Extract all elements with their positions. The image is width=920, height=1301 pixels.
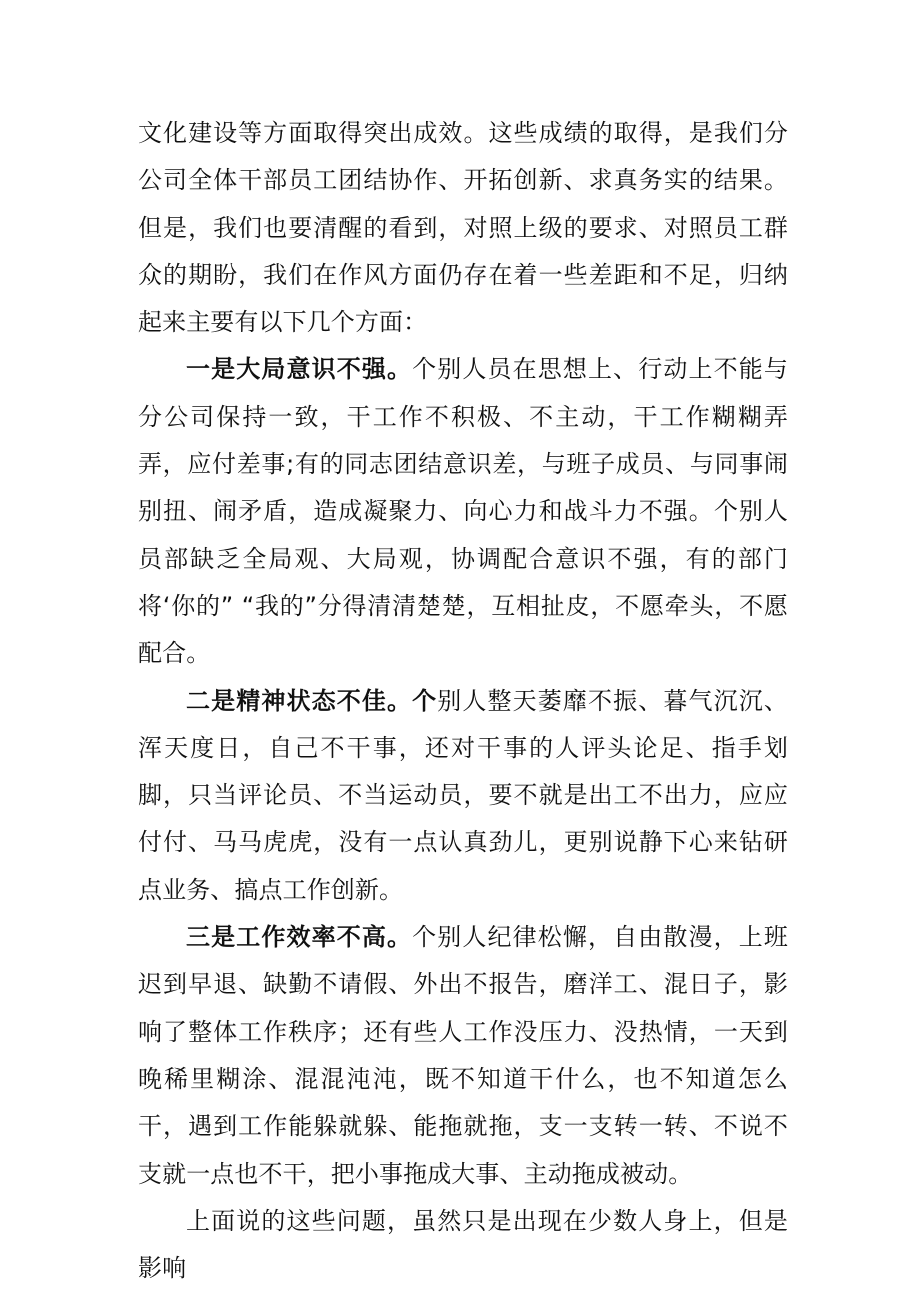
paragraph-text: 个别人员在思想上、行动上不能与分公司保持一致，干工作不积极、不主动，干工作糊糊弄弄，应付差事;有的同志团结意识差，与班子成员、与同事闹别扭、闹矛盾，造成凝聚力、向心力和战斗力不强。个别人员部缺乏全局观、大局观，协调配合意识不强，有的部门将‘你的” “我的”分得清清楚楚，互相扯皮，不愿牵头，不愿配合。 [138,355,789,668]
paragraph-point-one [138,346,788,677]
paragraph-heading: 二是精神状态不佳。个 [186,686,438,715]
paragraph-point-two [138,678,788,914]
paragraph-heading: 三是工作效率不高。 [186,923,413,952]
paragraph-text: 上面说的这些问题，虽然只是出现在少数人身上，但是影响 [138,1206,788,1283]
paragraph-text: 别人整天萎靡不振、暮气沉沉、浑天度日，自己不干事，还对干事的人评头论足、指手划脚，只当评论员、不当运动员，要不就是出工不出力，应应付付、马马虎虎，没有一点认真劲儿，更别说静下心来钻研点业务、搞点工作创新。 [138,686,789,904]
paragraph-point-three [138,914,788,1198]
paragraph-heading: 一是大局意识不强。 [186,355,413,384]
paragraph-text: 文化建设等方面取得突出成效。这些成绩的取得，是我们分公司全体干部员工团结协作、开拓创新、求真务实的结果。但是，我们也要清醒的看到，对照上级的要求、对照员工群众的期盼，我们在作风方面仍存在着一些差距和不足，归纳起来主要有以下几个方面： [138,119,788,337]
document-body [138,110,788,1292]
paragraph-text: 个别人纪律松懈，自由散漫，上班迟到早退、缺勤不请假、外出不报告，磨洋工、混日子，影响了整体工作秩序；还有些人工作没压力、没热情，一天到晚稀里糊涂、混混沌沌，既不知道干什么，也不知道怎么干，遇到工作能躲就躲、能拖就拖，支一支转一转、不说不支就一点也不干，把小事拖成大事、主动拖成被动。 [138,923,789,1188]
paragraph-closing [138,1198,788,1293]
paragraph-intro [138,110,788,346]
